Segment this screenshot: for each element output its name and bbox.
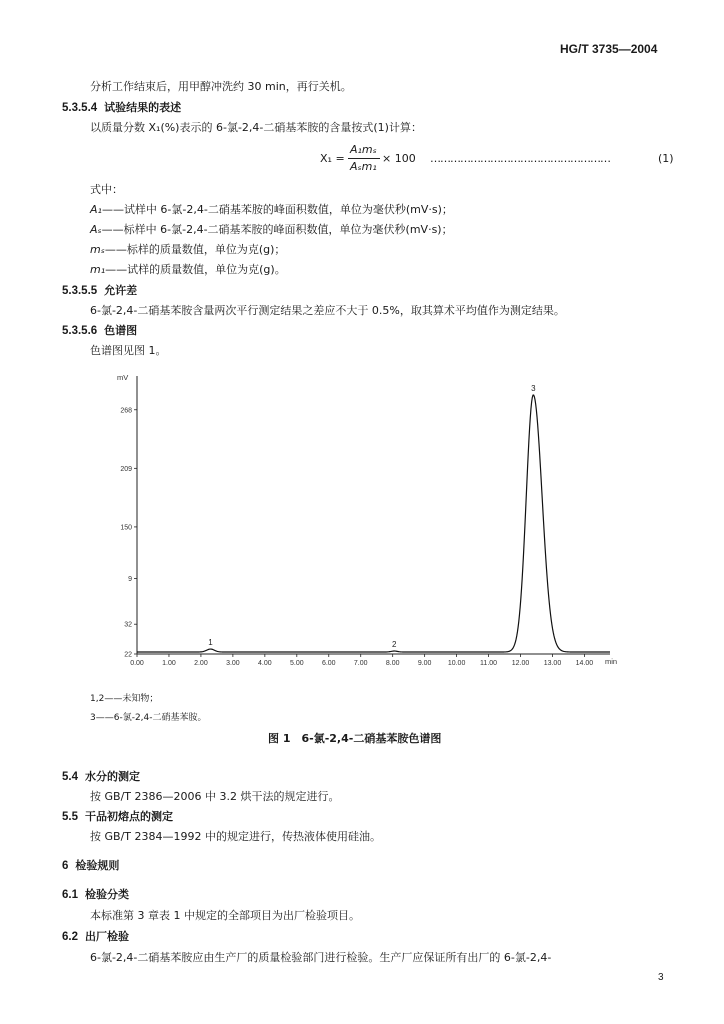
section-title: 试验结果的表述	[104, 101, 182, 114]
y-axis-unit: mV	[117, 373, 129, 382]
section-number: 5.3.5.4	[62, 102, 98, 114]
x-tick-label: 5.00	[289, 660, 304, 667]
definition: ——标样中 6-氯-2,4-二硝基苯胺的峰面积数值，单位为毫伏秒(mV·s)；	[101, 223, 453, 236]
formula-1	[320, 143, 690, 175]
formula-numerator: A₁mₛ	[350, 143, 377, 156]
symbol: m₁	[90, 263, 106, 276]
legend-unknown: 1,2——未知物；	[90, 694, 159, 704]
x-tick-label: 11.00	[480, 660, 498, 667]
where-label: 式中：	[90, 183, 123, 196]
section-title: 色谱图	[104, 324, 138, 337]
x-tick-label: 13.00	[543, 660, 562, 667]
symbol: Aₛ	[90, 223, 102, 236]
section-number: 5.3.5.5	[62, 285, 98, 297]
definition: ——标样的质量数值，单位为克(g)；	[104, 243, 286, 256]
section-number: 5.5	[62, 811, 78, 823]
where-item	[90, 203, 453, 217]
definition: ——试样中 6-氯-2,4-二硝基苯胺的峰面积数值，单位为毫伏秒(mV·s)；	[101, 203, 453, 216]
paragraph-chromatogram-ref: 色谱图见图 1。	[90, 344, 167, 357]
x-tick-label: 2.00	[194, 660, 208, 667]
equation-number: (1)	[658, 152, 674, 165]
y-tick-label: 9	[128, 576, 132, 584]
x-tick-label: 9.00	[417, 660, 432, 667]
peak-label: 2	[392, 640, 397, 650]
page-number: 3	[658, 972, 664, 983]
x-ticks	[130, 654, 593, 667]
y-tick-label: 150	[120, 524, 132, 532]
section-6-heading	[62, 859, 119, 873]
formula-denominator: Aₛm₁	[350, 160, 377, 173]
formula-lhs: X₁ =	[320, 152, 345, 165]
where-item	[90, 263, 286, 277]
peak-labels	[208, 384, 536, 649]
paragraph-6-1: 本标准第 3 章表 1 中规定的全部项目为出厂检验项目。	[90, 909, 360, 922]
section-5-3-5-5-heading	[62, 284, 137, 298]
section-number: 5.4	[62, 771, 78, 783]
section-number: 6.2	[62, 931, 78, 943]
paragraph-5-5: 按 GB/T 2384—1992 中的规定进行，传热液体使用硅油。	[90, 830, 381, 843]
standard-code: HG/T 3735—2004	[560, 42, 658, 56]
section-5-3-5-4-heading	[62, 101, 181, 115]
chromatogram-trace	[137, 395, 610, 652]
formula-leader-dots: ………………………………………………	[430, 152, 610, 165]
section-title: 允许差	[104, 284, 138, 297]
paragraph-6-2: 6-氯-2,4-二硝基苯胺应由生产厂的质量检验部门进行检验。生产厂应保证所有出厂的 6-氯-2,4-	[90, 951, 552, 964]
definition: ——试样的质量数值，单位为克(g)。	[105, 263, 286, 276]
paragraph-formula-intro: 以质量分数 X₁(%)表示的 6-氯-2,4-二硝基苯胺的含量按式(1)计算：	[90, 121, 422, 134]
section-title: 水分的测定	[85, 770, 140, 783]
section-5-3-5-6-heading	[62, 324, 137, 338]
x-axis-unit: min	[605, 657, 618, 666]
paragraph-shutdown: 分析工作结束后，用甲醇冲洗约 30 min，再行关机。	[90, 80, 352, 93]
y-tick-label: 32	[124, 621, 132, 629]
legend-main-compound: 3——6-氯-2,4-二硝基苯胺。	[90, 713, 207, 723]
section-title: 检验规则	[75, 859, 120, 872]
figure-caption: 图 1 6-氯-2,4-二硝基苯胺色谱图	[268, 732, 442, 745]
section-5-4-heading	[62, 770, 140, 784]
x-tick-label: 3.00	[226, 660, 240, 667]
where-item	[90, 243, 285, 257]
symbol: mₛ	[90, 243, 105, 256]
x-tick-label: 14.00	[575, 660, 594, 667]
x-tick-label: 0.00	[130, 660, 144, 667]
x-tick-label: 8.00	[385, 660, 400, 667]
section-5-5-heading	[62, 810, 173, 824]
y-ticks	[120, 407, 137, 658]
symbol: A₁	[90, 203, 102, 216]
section-title: 干品初熔点的测定	[85, 810, 173, 823]
section-number: 5.3.5.6	[62, 325, 98, 337]
chart-axes	[137, 376, 610, 654]
peak-label: 3	[531, 383, 536, 393]
y-tick-label: 268	[120, 407, 132, 415]
fraction-bar	[348, 158, 380, 159]
x-tick-label: 7.00	[353, 660, 368, 667]
x-tick-label: 10.00	[447, 660, 466, 667]
paragraph-5-4: 按 GB/T 2386—2006 中 3.2 烘干法的规定进行。	[90, 790, 340, 803]
where-item	[90, 223, 453, 237]
section-number: 6.1	[62, 889, 78, 901]
y-tick-label: 209	[120, 465, 132, 473]
section-6-1-heading	[62, 888, 129, 902]
formula-multiplier: × 100	[382, 152, 416, 165]
section-title: 出厂检验	[85, 930, 129, 943]
peak-label: 1	[208, 638, 213, 648]
x-tick-label: 12.00	[511, 660, 530, 667]
x-tick-label: 1.00	[162, 660, 176, 667]
section-6-2-heading	[62, 930, 129, 944]
paragraph-allowance: 6-氯-2,4-二硝基苯胺含量两次平行测定结果之差应不大于 0.5%，取其算术平均值作为测定结果。	[90, 304, 565, 317]
y-tick-label: 22	[124, 651, 132, 659]
x-tick-label: 6.00	[321, 660, 336, 667]
section-title: 检验分类	[85, 888, 129, 901]
x-tick-label: 4.00	[258, 660, 272, 667]
chromatogram-chart	[100, 366, 640, 676]
section-number: 6	[62, 860, 69, 872]
